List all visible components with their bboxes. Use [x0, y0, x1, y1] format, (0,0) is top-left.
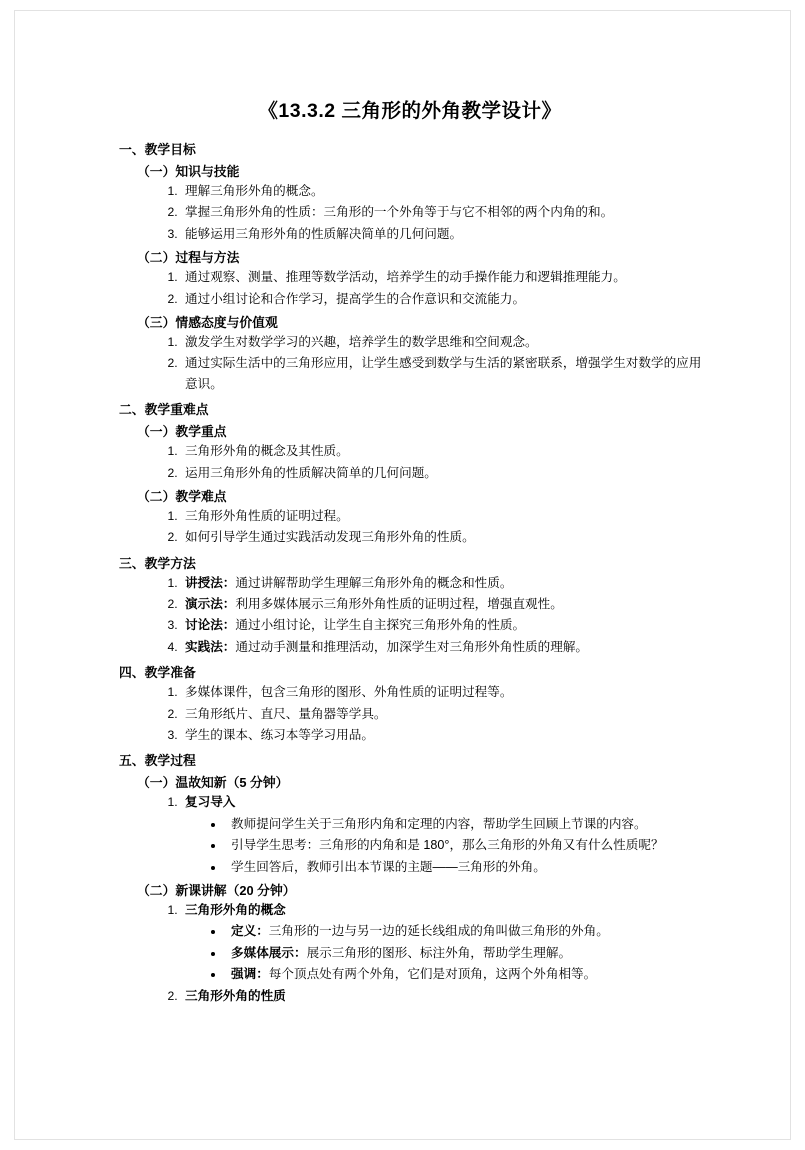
- bullet-item: [225, 835, 705, 855]
- section-heading: 二、教学重难点: [119, 402, 209, 418]
- bullet-list: [185, 814, 705, 877]
- bullet-item-text: 三角形的一边与另一边的延长线组成的角叫做三角形的外角。: [268, 924, 609, 939]
- bullet-item: [225, 964, 705, 984]
- section-heading: 三、教学方法: [119, 555, 196, 571]
- list-item: [181, 986, 705, 1006]
- page-title: 《13.3.2 三角形的外角教学设计》: [258, 100, 562, 122]
- list-item-label: 实践法：: [185, 639, 236, 654]
- list-item-label: 讨论法：: [185, 618, 236, 633]
- bullet-item: [225, 814, 705, 834]
- bullet-item: [225, 921, 705, 941]
- list-item: [181, 573, 705, 593]
- list-item: [181, 615, 705, 635]
- subsection-heading: （一）教学重点: [137, 424, 227, 440]
- list-item-text: 如何引导学生通过实践活动发现三角形外角的性质。: [185, 530, 475, 545]
- list-item: [181, 527, 705, 547]
- numbered-list: [115, 506, 705, 548]
- bullet-item-label: 定义：: [231, 924, 269, 939]
- list-item-label: 复习导入: [185, 795, 236, 810]
- section-heading: 五、教学过程: [119, 753, 196, 769]
- list-item: [181, 704, 705, 724]
- bullet-item-text: 学生回答后，教师引出本节课的主题——三角形的外角。: [231, 859, 546, 874]
- list-item-text: 通过动手测量和推理活动，加深学生对三角形外角性质的理解。: [235, 639, 588, 654]
- section-heading: 四、教学准备: [119, 665, 196, 681]
- list-item: [181, 224, 705, 244]
- subsection-heading: （二）新课讲解（20 分钟）: [137, 882, 296, 898]
- numbered-list: [115, 573, 705, 658]
- list-item: [181, 353, 705, 394]
- list-item: [181, 792, 705, 877]
- section-heading: 一、教学目标: [119, 142, 196, 157]
- numbered-list: [115, 441, 705, 483]
- list-item: [181, 682, 705, 702]
- list-item-text: 能够运用三角形外角的性质解决简单的几何问题。: [185, 226, 463, 241]
- bullet-item-label: 多媒体展示：: [231, 945, 307, 960]
- list-item-text: 多媒体课件，包含三角形的图形、外角性质的证明过程等。: [185, 685, 513, 700]
- list-item: [181, 332, 705, 352]
- sections-container: [115, 139, 705, 1006]
- subsection-heading: （二）过程与方法: [137, 250, 240, 266]
- bullet-item-label: 强调：: [231, 967, 269, 982]
- subsection-heading: （一）知识与技能: [137, 164, 240, 179]
- list-item: [181, 181, 705, 201]
- list-item-text: 三角形外角的概念及其性质。: [185, 444, 349, 459]
- list-item-text: 掌握三角形外角的性质：三角形的一个外角等于与它不相邻的两个内角的和。: [185, 205, 614, 220]
- list-item-text: 通过观察、测量、推理等数学活动，培养学生的动手操作能力和逻辑推理能力。: [185, 270, 626, 285]
- list-item-text: 通过讲解帮助学生理解三角形外角的概念和性质。: [235, 575, 513, 590]
- document-body: [115, 95, 705, 1008]
- list-item-text: 通过小组讨论和合作学习，提高学生的合作意识和交流能力。: [185, 291, 526, 306]
- bullet-item-text: 教师提问学生关于三角形内角和定理的内容，帮助学生回顾上节课的内容。: [231, 816, 647, 831]
- list-item-text: 运用三角形外角的性质解决简单的几何问题。: [185, 465, 437, 480]
- list-item: [181, 637, 705, 657]
- list-item: [181, 202, 705, 222]
- list-item-label: 演示法：: [185, 597, 236, 612]
- list-item-text: 通过实际生活中的三角形应用，让学生感受到数学与生活的紧密联系，增强学生对数学的应用意识。: [185, 356, 702, 391]
- list-item-text: 三角形外角性质的证明过程。: [185, 508, 349, 523]
- numbered-list: [115, 900, 705, 1006]
- numbered-list: [115, 682, 705, 745]
- list-item-label: 三角形外角的性质: [185, 988, 286, 1003]
- list-item-text: 理解三角形外角的概念。: [185, 184, 324, 198]
- bullet-item: [225, 943, 705, 963]
- list-item: [181, 506, 705, 526]
- list-item-label: 讲授法：: [185, 575, 236, 590]
- bullet-item: [225, 857, 705, 877]
- bullet-item-text: 每个顶点处有两个外角，它们是对顶角，这两个外角相等。: [268, 967, 597, 982]
- list-item: [181, 900, 705, 985]
- bullet-item-text: 引导学生思考：三角形的内角和是 180°，那么三角形的外角又有什么性质呢？: [231, 838, 664, 853]
- subsection-heading: （一）温故知新（5 分钟）: [137, 775, 289, 791]
- list-item-text: 三角形纸片、直尺、量角器等学具。: [185, 706, 387, 721]
- list-item-text: 利用多媒体展示三角形外角性质的证明过程，增强直观性。: [235, 597, 563, 612]
- list-item-text: 学生的课本、练习本等学习用品。: [185, 728, 374, 743]
- list-item-text: 激发学生对数学学习的兴趣，培养学生的数学思维和空间观念。: [185, 334, 538, 349]
- numbered-list: [115, 181, 705, 244]
- bullet-list: [185, 921, 705, 984]
- numbered-list: [115, 267, 705, 309]
- bullet-item-text: 展示三角形的图形、标注外角，帮助学生理解。: [306, 945, 572, 960]
- numbered-list: [115, 332, 705, 394]
- list-item: [181, 441, 705, 461]
- list-item: [181, 725, 705, 745]
- subsection-heading: （二）教学难点: [137, 488, 227, 504]
- list-item: [181, 289, 705, 309]
- list-item: [181, 267, 705, 287]
- list-item-label: 三角形外角的概念: [185, 902, 286, 917]
- list-item: [181, 594, 705, 614]
- numbered-list: [115, 792, 705, 877]
- list-item: [181, 463, 705, 483]
- list-item-text: 通过小组讨论，让学生自主探究三角形外角的性质。: [235, 618, 526, 633]
- subsection-heading: （三）情感态度与价值观: [137, 314, 278, 330]
